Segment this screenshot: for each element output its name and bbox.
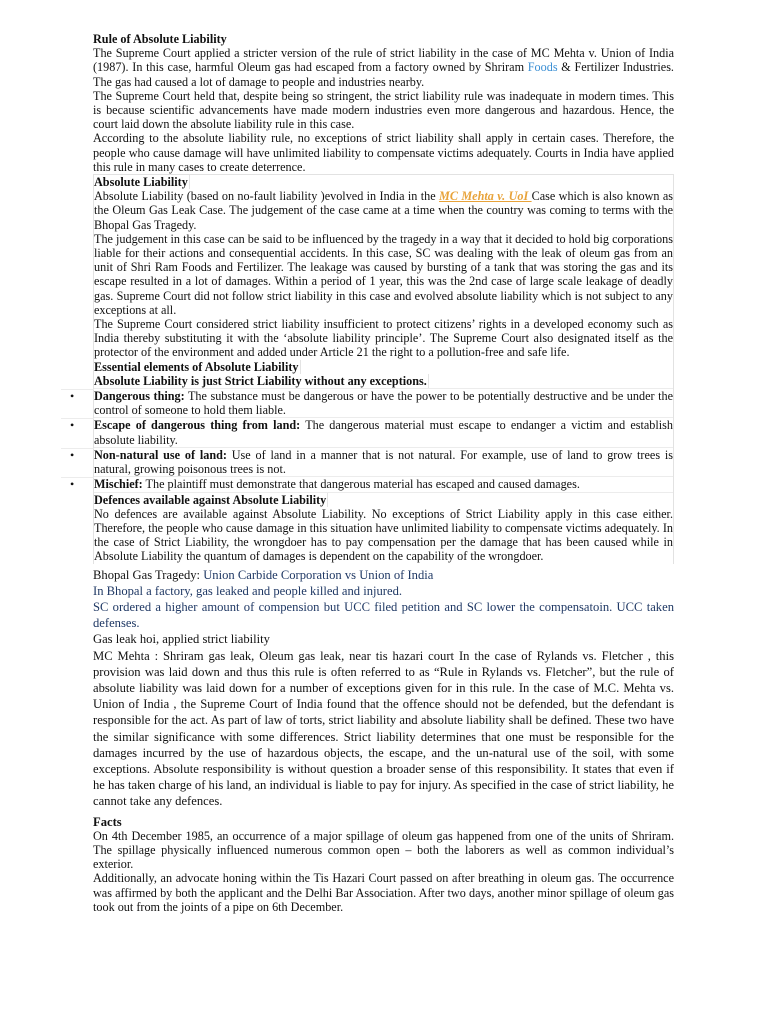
defences-block <box>94 492 673 564</box>
heading-rule-of-absolute-liability: Rule of Absolute Liability <box>93 32 227 46</box>
absolute-liability-box <box>70 174 674 564</box>
list-item: • Non-natural use of land: Use of land in a manner that is not natural. For example, use of land to grow trees is natural, growing poisonous trees is not. <box>94 447 673 476</box>
paragraph-mc-mehta-rylands: MC Mehta : Shriram gas leak, Oleum gas leak, near tis hazari court In the case of Rylands vs. Fletcher , this provision was laid down and thus this rule is often referred to as “Rule in Rylands vs. Fletcher”, but the rule of absolute liability was laid down for a number of exceptions given for in this rule. In the case of M.C. Mehta vs. Union of India , the Supreme Court of India found that the offence should not be defended, but the defendant is responsible for the act. As part of law of torts, strict liability and absolute liability shall be defined. These two have the similar significance with some differences. Strict liability determines that one must be responsible for the damages incurred by the use of hazardous objects, the escape, and the un-natural use of the soil, with some exceptions. Absolute responsibility is without question a broader sense of this responsibility. It states that even if he has taken charge of his land, an individual is liable to pay for injury. As specified in the case of strict liability, he cannot take any defences. <box>93 648 674 809</box>
essential-elements-subtitle: Absolute Liability is just Strict Liability without any exceptions. <box>94 373 427 388</box>
facts-section <box>93 815 674 914</box>
heading-absolute-liability: Absolute Liability <box>94 175 188 190</box>
bhopal-summary-line: In Bhopal a factory, gas leaked and people killed and injured. <box>93 583 403 598</box>
heading-essential-elements: Essential elements of Absolute Liability <box>94 359 299 374</box>
bullet-icon: • <box>70 477 75 492</box>
bullet-icon: • <box>70 447 75 462</box>
notes-section <box>93 567 674 810</box>
paragraph-mc-mehta-intro: The Supreme Court applied a stricter version of the rule of strict liability in the case of MC Mehta v. Union of India (1987). In this case, harmful Oleum gas had escaped from a factory owned by Shriram Foods & Fertilizer Industries. The gas had caused a lot of damage to people and industries nearby. <box>93 46 674 89</box>
paragraph-judgement-influence: The judgement in this case can be said to be influenced by the tragedy in a way that it decided to hold big corporations liable for their actions and consequential accidents. In this case, SC was dealing with the leak of oleum gas from an unit of Shri Ram Foods and Fertilizer. The leakage was caused by bursting of a tank that was storing the gas and its escape resulted in a lot of damages. Within a period of 1 year, this was the 2nd case of large scale leakage of deadly gas. Supreme Court did not follow strict liability in this case and evolved absolute liability which is not subject to any exceptions at all. <box>94 231 673 317</box>
gas-leak-note: Gas leak hoi, applied strict liability <box>93 632 270 647</box>
paragraph-supreme-court-considered: The Supreme Court considered strict liability insufficient to protect citizens’ rights in a developed economy such as India thereby substituting it with the ‘absolute liability principle’. The Supreme Court also designated itself as the protector of the environment and added under Article 21 the right to a pollution-free and safe life. <box>94 317 673 360</box>
list-item: • Dangerous thing: The substance must be dangerous or have the power to be potentially destructive and be under the control of someone to hold them liable. <box>94 388 673 417</box>
foods-link[interactable]: Foods <box>527 60 558 75</box>
paragraph-no-fault-liability: Absolute Liability (based on no-fault liability )evolved in India in the MC Mehta v. UoI Case which is also known as the Oleum Gas Leak Case. The judgement of the case came at a time when the country was coming to terms with the Bhopal Gas Tragedy. <box>94 189 673 232</box>
paragraph-defences: No defences are available against Absolute Liability. No exceptions of Strict Liability apply in this case either. Therefore, the people who cause damage in this situation have unlimited liability to compensate victims adequately. In the case of Strict Liability, the wrongdoer has to pay compensation per the damage that has been caused while in Absolute Liability the quantum of damages is dependent on the capability of the wrongdoer. <box>94 506 673 564</box>
bhopal-gas-tragedy-line: Bhopal Gas Tragedy: Union Carbide Corporation vs Union of India <box>93 567 434 582</box>
paragraph-facts-1: On 4th December 1985, an occurrence of a major spillage of oleum gas happened from one of the units of Shriram. The spillage physically influenced numerous common open – both the laborers as well as common individual’s exterior. <box>93 828 674 872</box>
heading-facts: Facts <box>93 814 122 829</box>
mc-mehta-case-link[interactable]: MC Mehta v. UoI <box>439 189 532 204</box>
essential-elements-list <box>70 388 674 492</box>
document-page <box>70 32 674 914</box>
compensation-line: SC ordered a higher amount of compension but UCC filed petition and SC lower the compensatoin. UCC taken defenses. <box>93 599 674 631</box>
list-item: • Escape of dangerous thing from land: The dangerous material must escape to endanger a victim and establish absolute liability. <box>94 417 673 446</box>
paragraph-facts-2: Additionally, an advocate honing within the Tis Hazari Court passed on after breathing in oleum gas. The occurrence was affirmed by both the applicant and the Delhi Bar Association. After two days, another minor spillage of oleum gas took out from the joints of a pipe on 6th December. <box>93 871 674 914</box>
list-item: • Mischief: The plaintiff must demonstrate that dangerous material has escaped and caused damages. <box>94 476 673 491</box>
bullet-icon: • <box>70 389 75 404</box>
paragraph-absolute-liability-rule: According to the absolute liability rule, no exceptions of strict liability shall apply in certain cases. Therefore, the people who cause damage will have unlimited liability to compensate victims adequately. Courts in India have applied this rule in many cases to create deterrence. <box>93 131 674 174</box>
bullet-icon: • <box>70 418 75 433</box>
heading-defences: Defences available against Absolute Liability <box>94 492 327 507</box>
paragraph-strict-liability-inadequate: The Supreme Court held that, despite being so stringent, the strict liability rule was inadequate in modern times. This is because scientific advancements have made modern industries even more dangerous and hazardous. Hence, the court laid down the absolute liability rule in this case. <box>93 88 674 132</box>
